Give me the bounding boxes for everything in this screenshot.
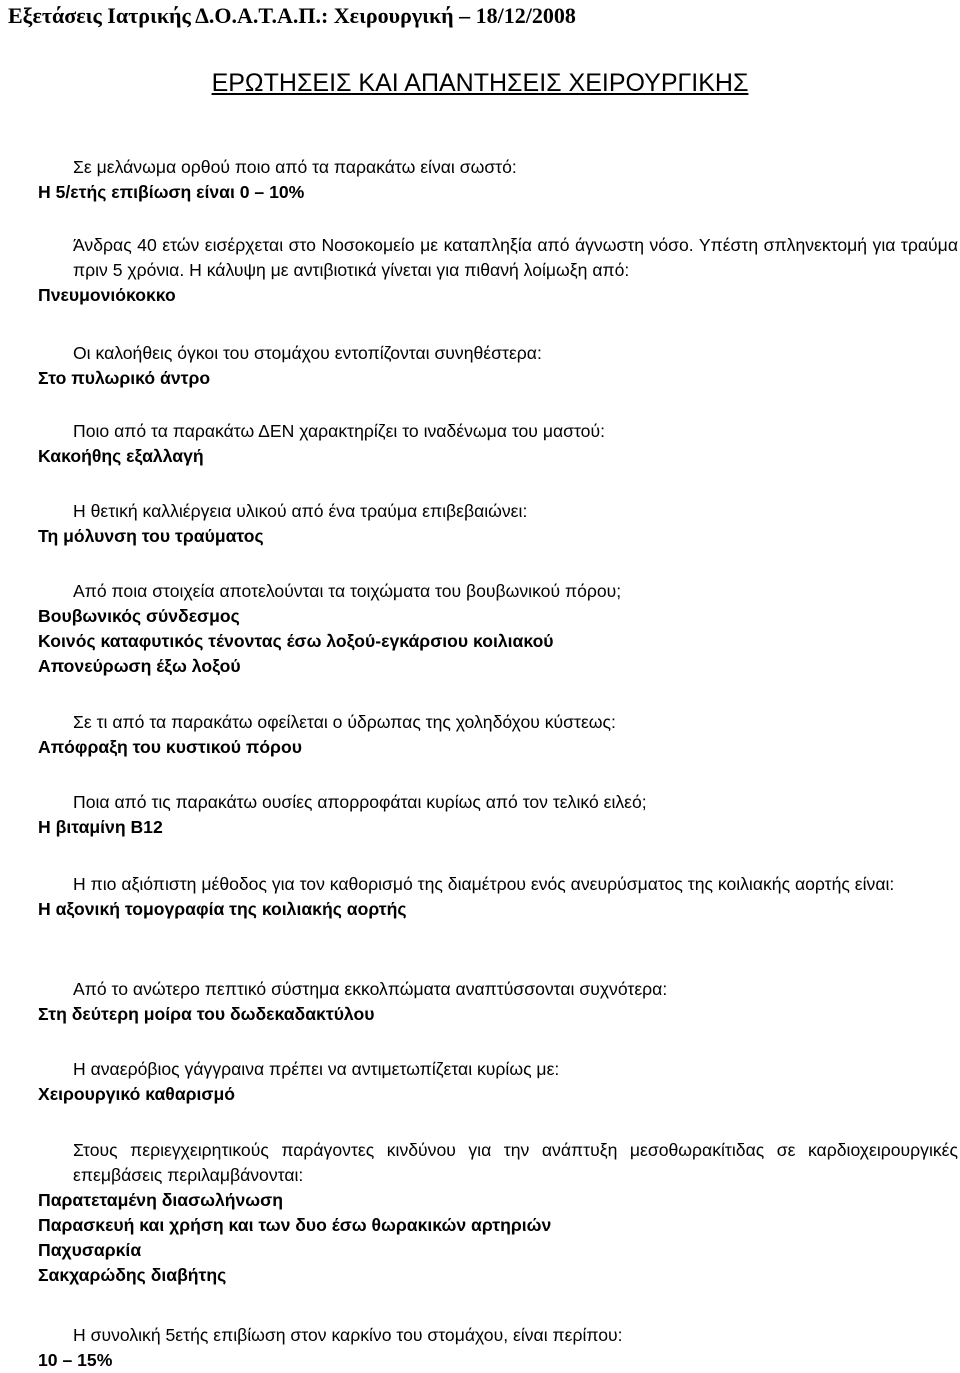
qa-item-9 — [0, 872, 960, 922]
question-text: Η θετική καλλιέργεια υλικού από ένα τραύμα επιβεβαιώνει: — [73, 501, 528, 521]
question-text: Η αναερόβιος γάγγραινα πρέπει να αντιμετωπίζεται κυρίως με: — [73, 1059, 560, 1079]
question-text: Στους περιεγχειρητικούς παράγοντες κινδύνου για την ανάπτυξη μεσοθωρακίτιδας σε καρδιοχειρουργικές επεμβάσεις περιλαμβάνονται: — [73, 1140, 958, 1185]
answer-text: Πνευμονιόκοκκο — [38, 285, 176, 305]
qa-item-1 — [0, 155, 960, 205]
question-text: Οι καλοήθεις όγκοι του στομάχου εντοπίζονται συνηθέστερα: — [73, 343, 542, 363]
qa-item-11 — [0, 1057, 960, 1107]
question-text: Από ποια στοιχεία αποτελούνται τα τοιχώματα του βουβωνικού πόρου; — [73, 581, 622, 601]
answer-text: Η βιταμίνη Β12 — [38, 817, 163, 837]
qa-item-8 — [0, 790, 960, 840]
answer-text: 10 – 15% — [38, 1350, 113, 1370]
answer-text: Απονεύρωση έξω λοξού — [38, 656, 241, 676]
qa-item-4 — [0, 419, 960, 469]
answer-text: Παρατεταμένη διασωλήνωση — [38, 1190, 283, 1210]
answer-text: Στο πυλωρικό άντρο — [38, 368, 211, 388]
question-text: Σε τι από τα παρακάτω οφείλεται ο ύδρωπας της χοληδόχου κύστεως: — [73, 712, 616, 732]
question-text: Ποιο από τα παρακάτω ΔΕΝ χαρακτηρίζει το ιναδένωμα του μαστού: — [73, 421, 605, 441]
answer-text: Απόφραξη του κυστικού πόρου — [38, 737, 302, 757]
answer-text: Χειρουργικό καθαρισμό — [38, 1084, 235, 1104]
qa-item-6 — [0, 579, 960, 679]
answer-text: Κοινός καταφυτικός τένοντας έσω λοξού-εγκάρσιου κοιλιακού — [38, 631, 554, 651]
question-text: Από το ανώτερο πεπτικό σύστημα εκκολπώματα αναπτύσσονται συχνότερα: — [73, 979, 668, 999]
answer-text: Βουβωνικός σύνδεσμος — [38, 606, 240, 626]
question-text: Η συνολική 5ετής επιβίωση στον καρκίνο του στομάχου, είναι περίπου: — [73, 1325, 623, 1345]
question-text: Η πιο αξιόπιστη μέθοδος για τον καθορισμό της διαμέτρου ενός ανευρύσματος της κοιλιακής αορτής είναι: — [73, 874, 895, 894]
question-text: Σε μελάνωμα ορθού ποιο από τα παρακάτω είναι σωστό: — [73, 157, 517, 177]
answer-text: Η 5/ετής επιβίωση είναι 0 – 10% — [38, 182, 305, 202]
answer-text: Σακχαρώδης διαβήτης — [38, 1265, 227, 1285]
qa-item-2 — [0, 233, 960, 308]
question-text: Άνδρας 40 ετών εισέρχεται στο Νοσοκομείο με καταπληξία από άγνωστη νόσο. Υπέστη σπληνεκτομή για τραύμα πριν 5 χρόνια. Η κάλυψη με αντιβιοτικά γίνεται για πιθανή λοίμωξη από: — [73, 235, 958, 280]
answer-text: Στη δεύτερη μοίρα του δωδεκαδακτύλου — [38, 1004, 375, 1024]
qa-item-5 — [0, 499, 960, 549]
answer-text: Η αξονική τομογραφία της κοιλιακής αορτής — [38, 899, 407, 919]
qa-item-3 — [0, 341, 960, 391]
qa-item-7 — [0, 710, 960, 760]
page-title: ΕΡΩΤΗΣΕΙΣ ΚΑΙ ΑΠΑΝΤΗΣΕΙΣ ΧΕΙΡΟΥΡΓΙΚΗΣ — [211, 69, 749, 97]
answer-text: Κακοήθης εξαλλαγή — [38, 446, 204, 466]
answer-text: Παρασκευή και χρήση και των δυο έσω θωρακικών αρτηριών — [38, 1215, 552, 1235]
qa-item-12 — [0, 1138, 960, 1288]
question-text: Ποια από τις παρακάτω ουσίες απορροφάται κυρίως από τον τελικό ειλεό; — [73, 792, 647, 812]
answer-text: Παχυσαρκία — [38, 1240, 142, 1260]
qa-item-13 — [0, 1323, 960, 1373]
page-header: Εξετάσεις Ιατρικής Δ.Ο.Α.Τ.Α.Π.: Χειρουργική – 18/12/2008 — [8, 3, 576, 28]
qa-item-10 — [0, 977, 960, 1027]
answer-text: Τη μόλυνση του τραύματος — [38, 526, 264, 546]
